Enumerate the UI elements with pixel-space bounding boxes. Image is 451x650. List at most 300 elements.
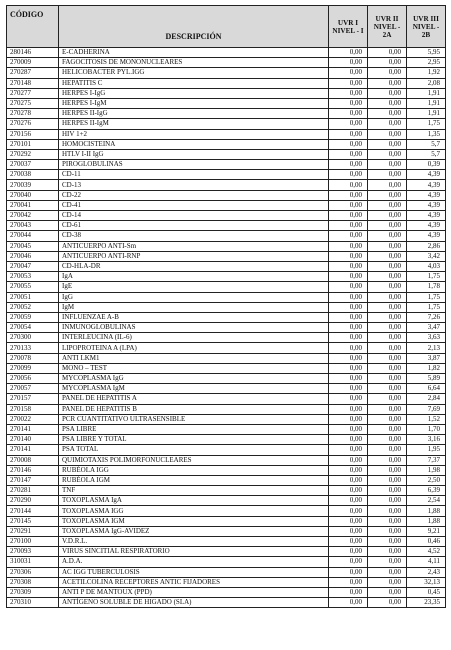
row-uvr-1: 0,00: [329, 486, 368, 496]
row-uvr-3: 6,64: [407, 384, 446, 394]
row-description: ANTICUERPO ANTI-Sm: [59, 241, 329, 251]
row-uvr-2: 0,00: [368, 526, 407, 536]
table-row: [7, 211, 446, 221]
row-uvr-2: 0,00: [368, 231, 407, 241]
row-uvr-3: 1,82: [407, 363, 446, 373]
row-uvr-1: 0,00: [329, 435, 368, 445]
row-uvr-1: 0,00: [329, 455, 368, 465]
row-uvr-2: 0,00: [368, 170, 407, 180]
table-header-row: [7, 6, 446, 48]
row-uvr-2: 0,00: [368, 180, 407, 190]
row-uvr-1: 0,00: [329, 139, 368, 149]
table-row: [7, 68, 446, 78]
row-uvr-1: 0,00: [329, 78, 368, 88]
row-uvr-3: 1,75: [407, 292, 446, 302]
row-code: 270287: [7, 68, 59, 78]
row-uvr-2: 0,00: [368, 272, 407, 282]
row-code: 270040: [7, 190, 59, 200]
row-code: 270300: [7, 333, 59, 343]
row-uvr-3: 5,7: [407, 139, 446, 149]
row-uvr-3: 4,39: [407, 200, 446, 210]
row-description: ANTICUERPO ANTI-RNP: [59, 251, 329, 261]
row-description: ANTÍGENO SOLUBLE DE HIGADO (SLA): [59, 598, 329, 608]
row-uvr-2: 0,00: [368, 374, 407, 384]
row-uvr-1: 0,00: [329, 547, 368, 557]
table-row: [7, 139, 446, 149]
row-uvr-1: 0,00: [329, 282, 368, 292]
row-uvr-2: 0,00: [368, 211, 407, 221]
row-code: 310031: [7, 557, 59, 567]
table-row: [7, 424, 446, 434]
row-code: 270054: [7, 323, 59, 333]
row-uvr-3: 4,11: [407, 557, 446, 567]
row-uvr-3: 2,54: [407, 496, 446, 506]
row-description: PANEL DE HEPATITIS B: [59, 404, 329, 414]
row-uvr-3: 2,43: [407, 567, 446, 577]
row-uvr-1: 0,00: [329, 251, 368, 261]
table-row: [7, 394, 446, 404]
table-row: [7, 506, 446, 516]
table-row: [7, 312, 446, 322]
row-uvr-1: 0,00: [329, 292, 368, 302]
row-uvr-1: 0,00: [329, 68, 368, 78]
row-uvr-1: 0,00: [329, 48, 368, 58]
row-uvr-3: 7,69: [407, 404, 446, 414]
row-code: 270290: [7, 496, 59, 506]
row-code: 270041: [7, 200, 59, 210]
row-uvr-1: 0,00: [329, 404, 368, 414]
row-description: INFLUENZAE A-B: [59, 312, 329, 322]
table-row: [7, 170, 446, 180]
row-uvr-2: 0,00: [368, 384, 407, 394]
row-uvr-3: 2,95: [407, 58, 446, 68]
row-uvr-2: 0,00: [368, 547, 407, 557]
row-description: PCR CUANTITATIVO ULTRASENSIBLE: [59, 414, 329, 424]
row-uvr-3: 1,98: [407, 465, 446, 475]
row-description: ACETILCOLINA RECEPTORES ANTIC FIJADORES: [59, 577, 329, 587]
row-uvr-3: 1,35: [407, 129, 446, 139]
row-uvr-2: 0,00: [368, 557, 407, 567]
row-uvr-1: 0,00: [329, 88, 368, 98]
row-uvr-2: 0,00: [368, 475, 407, 485]
row-description: CD-61: [59, 221, 329, 231]
row-uvr-3: 0,46: [407, 537, 446, 547]
row-uvr-1: 0,00: [329, 475, 368, 485]
table-row: [7, 547, 446, 557]
row-uvr-3: 4,39: [407, 221, 446, 231]
row-uvr-1: 0,00: [329, 537, 368, 547]
row-uvr-3: 1,70: [407, 424, 446, 434]
row-description: IgG: [59, 292, 329, 302]
row-code: 270100: [7, 537, 59, 547]
row-description: MYCOPLASMA IgG: [59, 374, 329, 384]
row-uvr-3: 1,88: [407, 516, 446, 526]
row-uvr-3: 5,89: [407, 374, 446, 384]
row-uvr-2: 0,00: [368, 363, 407, 373]
row-code: 270047: [7, 261, 59, 271]
row-uvr-2: 0,00: [368, 496, 407, 506]
row-description: MONO – TEST: [59, 363, 329, 373]
table-row: [7, 577, 446, 587]
table-row: [7, 129, 446, 139]
row-uvr-2: 0,00: [368, 282, 407, 292]
row-code: 270146: [7, 465, 59, 475]
table-row: [7, 251, 446, 261]
row-uvr-1: 0,00: [329, 465, 368, 475]
row-uvr-2: 0,00: [368, 333, 407, 343]
row-description: RUBÉOLA IGG: [59, 465, 329, 475]
table-row: [7, 302, 446, 312]
row-uvr-2: 0,00: [368, 567, 407, 577]
row-uvr-2: 0,00: [368, 424, 407, 434]
row-code: 270278: [7, 109, 59, 119]
row-description: HERPES I-IgM: [59, 98, 329, 108]
row-uvr-2: 0,00: [368, 598, 407, 608]
row-uvr-1: 0,00: [329, 333, 368, 343]
row-uvr-1: 0,00: [329, 231, 368, 241]
row-code: 270051: [7, 292, 59, 302]
row-code: 270277: [7, 88, 59, 98]
row-code: 270101: [7, 139, 59, 149]
row-uvr-2: 0,00: [368, 537, 407, 547]
row-code: 270039: [7, 180, 59, 190]
row-code: 270055: [7, 282, 59, 292]
row-uvr-1: 0,00: [329, 129, 368, 139]
table-row: [7, 475, 446, 485]
table-row: [7, 261, 446, 271]
row-code: 270037: [7, 160, 59, 170]
row-code: 270158: [7, 404, 59, 414]
table-row: [7, 200, 446, 210]
row-uvr-1: 0,00: [329, 119, 368, 129]
row-description: INMUNOGLOBULINAS: [59, 323, 329, 333]
row-code: 270141: [7, 445, 59, 455]
row-code: 270309: [7, 587, 59, 597]
row-uvr-3: 2,84: [407, 394, 446, 404]
row-description: V.D.R.L.: [59, 537, 329, 547]
row-uvr-2: 0,00: [368, 516, 407, 526]
row-uvr-2: 0,00: [368, 343, 407, 353]
row-uvr-1: 0,00: [329, 557, 368, 567]
row-uvr-2: 0,00: [368, 587, 407, 597]
row-uvr-2: 0,00: [368, 465, 407, 475]
row-uvr-1: 0,00: [329, 221, 368, 231]
row-uvr-3: 1,91: [407, 88, 446, 98]
row-description: VIRUS SINCITIAL RESPIRATORIO: [59, 547, 329, 557]
row-description: TOXOPLASMA IGG: [59, 506, 329, 516]
row-uvr-3: 1,91: [407, 98, 446, 108]
row-uvr-2: 0,00: [368, 486, 407, 496]
row-description: IgA: [59, 272, 329, 282]
row-uvr-1: 0,00: [329, 200, 368, 210]
row-description: AC IGG TUBERCULOSIS: [59, 567, 329, 577]
row-description: HTLV I-II IgG: [59, 149, 329, 159]
header-descripcion: DESCRIPCIÓN: [59, 6, 329, 48]
row-description: CD-11: [59, 170, 329, 180]
row-uvr-3: 4,39: [407, 231, 446, 241]
table-row: [7, 48, 446, 58]
row-uvr-2: 0,00: [368, 109, 407, 119]
table-row: [7, 333, 446, 343]
row-uvr-3: 3,47: [407, 323, 446, 333]
row-uvr-2: 0,00: [368, 129, 407, 139]
row-uvr-3: 32,13: [407, 577, 446, 587]
row-code: 270144: [7, 506, 59, 516]
row-description: RUBÉOLA IGM: [59, 475, 329, 485]
row-uvr-2: 0,00: [368, 506, 407, 516]
row-code: 270043: [7, 221, 59, 231]
row-description: CD-HLA-DR: [59, 261, 329, 271]
row-description: CD-14: [59, 211, 329, 221]
row-uvr-3: 4,52: [407, 547, 446, 557]
table-row: [7, 465, 446, 475]
row-uvr-3: 3,42: [407, 251, 446, 261]
row-uvr-3: 5,95: [407, 48, 446, 58]
row-description: HERPES II-IgG: [59, 109, 329, 119]
row-uvr-1: 0,00: [329, 374, 368, 384]
row-uvr-1: 0,00: [329, 598, 368, 608]
table-row: [7, 221, 446, 231]
row-code: 270022: [7, 414, 59, 424]
row-uvr-3: 3,87: [407, 353, 446, 363]
row-uvr-2: 0,00: [368, 251, 407, 261]
row-uvr-2: 0,00: [368, 394, 407, 404]
table-row: [7, 231, 446, 241]
row-uvr-3: 4,03: [407, 261, 446, 271]
row-description: HIV 1+2: [59, 129, 329, 139]
row-description: IgE: [59, 282, 329, 292]
row-code: 270276: [7, 119, 59, 129]
row-uvr-3: 4,39: [407, 170, 446, 180]
row-code: 270056: [7, 374, 59, 384]
row-uvr-2: 0,00: [368, 58, 407, 68]
row-code: 270148: [7, 78, 59, 88]
row-uvr-3: 7,26: [407, 312, 446, 322]
row-description: PANEL DE HEPATITIS A: [59, 394, 329, 404]
row-uvr-1: 0,00: [329, 272, 368, 282]
table-row: [7, 445, 446, 455]
row-uvr-2: 0,00: [368, 414, 407, 424]
row-uvr-3: 1,95: [407, 445, 446, 455]
row-description: TOXOPLASMA IGM: [59, 516, 329, 526]
row-uvr-3: 2,13: [407, 343, 446, 353]
row-uvr-2: 0,00: [368, 445, 407, 455]
row-code: 270046: [7, 251, 59, 261]
row-description: CD-22: [59, 190, 329, 200]
table-row: [7, 88, 446, 98]
table-row: [7, 516, 446, 526]
row-uvr-2: 0,00: [368, 98, 407, 108]
row-uvr-1: 0,00: [329, 302, 368, 312]
table-row: [7, 587, 446, 597]
row-description: FAGOCITOSIS DE MONONUCLEARES: [59, 58, 329, 68]
row-uvr-1: 0,00: [329, 261, 368, 271]
row-uvr-2: 0,00: [368, 200, 407, 210]
row-description: PSA LIBRE: [59, 424, 329, 434]
table-row: [7, 353, 446, 363]
table-row: [7, 78, 446, 88]
row-description: HELICOBACTER PYL.IGG: [59, 68, 329, 78]
row-uvr-1: 0,00: [329, 577, 368, 587]
row-uvr-3: 1,52: [407, 414, 446, 424]
table-row: [7, 343, 446, 353]
table-row: [7, 404, 446, 414]
row-code: 270156: [7, 129, 59, 139]
table-row: [7, 190, 446, 200]
row-uvr-3: 1,91: [407, 109, 446, 119]
table-row: [7, 160, 446, 170]
table-row: [7, 282, 446, 292]
row-uvr-3: 1,88: [407, 506, 446, 516]
row-code: 270044: [7, 231, 59, 241]
row-code: 270140: [7, 435, 59, 445]
row-description: ANTI P DE MANTOUX (PPD): [59, 587, 329, 597]
row-description: CD-41: [59, 200, 329, 210]
row-description: CD-38: [59, 231, 329, 241]
row-uvr-3: 0,39: [407, 160, 446, 170]
row-code: 270281: [7, 486, 59, 496]
row-uvr-3: 1,75: [407, 119, 446, 129]
table-row: [7, 496, 446, 506]
row-uvr-1: 0,00: [329, 149, 368, 159]
row-code: 270053: [7, 272, 59, 282]
row-description: E-CADHERINA: [59, 48, 329, 58]
row-description: PIROGLOBULINAS: [59, 160, 329, 170]
table-row: [7, 455, 446, 465]
row-code: 270009: [7, 58, 59, 68]
row-uvr-3: 1,75: [407, 272, 446, 282]
row-description: TNF: [59, 486, 329, 496]
row-uvr-1: 0,00: [329, 526, 368, 536]
row-uvr-1: 0,00: [329, 384, 368, 394]
row-code: 270008: [7, 455, 59, 465]
row-uvr-1: 0,00: [329, 414, 368, 424]
row-uvr-2: 0,00: [368, 160, 407, 170]
row-code: 270093: [7, 547, 59, 557]
row-code: 270310: [7, 598, 59, 608]
row-description: TOXOPLASMA IgA: [59, 496, 329, 506]
row-uvr-1: 0,00: [329, 170, 368, 180]
row-uvr-2: 0,00: [368, 577, 407, 587]
row-uvr-1: 0,00: [329, 58, 368, 68]
row-uvr-2: 0,00: [368, 68, 407, 78]
row-code: 270045: [7, 241, 59, 251]
row-uvr-1: 0,00: [329, 394, 368, 404]
row-uvr-1: 0,00: [329, 211, 368, 221]
row-uvr-3: 1,78: [407, 282, 446, 292]
row-uvr-3: 3,63: [407, 333, 446, 343]
row-code: 270059: [7, 312, 59, 322]
row-description: A.D.A.: [59, 557, 329, 567]
table-row: [7, 109, 446, 119]
row-uvr-2: 0,00: [368, 302, 407, 312]
row-description: HERPES I-IgG: [59, 88, 329, 98]
row-uvr-1: 0,00: [329, 98, 368, 108]
row-uvr-1: 0,00: [329, 323, 368, 333]
row-uvr-3: 0,45: [407, 587, 446, 597]
row-uvr-3: 2,08: [407, 78, 446, 88]
table-row: [7, 149, 446, 159]
table-row: [7, 526, 446, 536]
row-description: INTERLEUCINA (IL-6): [59, 333, 329, 343]
row-uvr-1: 0,00: [329, 567, 368, 577]
row-description: CD-13: [59, 180, 329, 190]
row-description: HERPES II-IgM: [59, 119, 329, 129]
row-uvr-1: 0,00: [329, 496, 368, 506]
row-uvr-2: 0,00: [368, 88, 407, 98]
row-uvr-1: 0,00: [329, 445, 368, 455]
row-uvr-1: 0,00: [329, 363, 368, 373]
row-description: HEPATITIS C: [59, 78, 329, 88]
row-uvr-2: 0,00: [368, 190, 407, 200]
table-row: [7, 435, 446, 445]
row-uvr-2: 0,00: [368, 435, 407, 445]
table-row: [7, 98, 446, 108]
row-uvr-3: 4,39: [407, 211, 446, 221]
row-code: 270275: [7, 98, 59, 108]
table-row: [7, 272, 446, 282]
row-uvr-3: 23,35: [407, 598, 446, 608]
row-uvr-2: 0,00: [368, 139, 407, 149]
row-code: 270052: [7, 302, 59, 312]
table-row: [7, 557, 446, 567]
row-code: 270292: [7, 149, 59, 159]
row-uvr-2: 0,00: [368, 149, 407, 159]
row-code: 270038: [7, 170, 59, 180]
header-codigo: CÓDIGO: [7, 6, 59, 48]
table-row: [7, 537, 446, 547]
table-row: [7, 58, 446, 68]
row-uvr-1: 0,00: [329, 312, 368, 322]
row-uvr-3: 9,21: [407, 526, 446, 536]
table-row: [7, 384, 446, 394]
row-code: 280146: [7, 48, 59, 58]
row-code: 270099: [7, 363, 59, 373]
row-code: 270042: [7, 211, 59, 221]
row-uvr-3: 2,50: [407, 475, 446, 485]
row-uvr-3: 7,37: [407, 455, 446, 465]
row-uvr-1: 0,00: [329, 160, 368, 170]
row-uvr-2: 0,00: [368, 292, 407, 302]
row-code: 270141: [7, 424, 59, 434]
row-uvr-1: 0,00: [329, 424, 368, 434]
row-uvr-2: 0,00: [368, 221, 407, 231]
row-uvr-2: 0,00: [368, 119, 407, 129]
row-code: 270078: [7, 353, 59, 363]
row-description: LIPOPROTEINA A (LPA): [59, 343, 329, 353]
table-row: [7, 323, 446, 333]
row-code: 270306: [7, 567, 59, 577]
table-row: [7, 292, 446, 302]
table-row: [7, 486, 446, 496]
row-code: 270133: [7, 343, 59, 353]
row-uvr-3: 4,39: [407, 190, 446, 200]
row-uvr-1: 0,00: [329, 516, 368, 526]
row-description: HOMOCISTEINA: [59, 139, 329, 149]
row-code: 270145: [7, 516, 59, 526]
header-uvr-3: UVR III NIVEL - 2B: [407, 6, 446, 48]
row-uvr-2: 0,00: [368, 241, 407, 251]
table-body: [7, 48, 446, 608]
row-description: IgM: [59, 302, 329, 312]
row-description: TOXOPLASMA IgG-AVIDEZ: [59, 526, 329, 536]
row-uvr-2: 0,00: [368, 48, 407, 58]
table-row: [7, 119, 446, 129]
row-uvr-2: 0,00: [368, 78, 407, 88]
table-row: [7, 241, 446, 251]
header-uvr-2: UVR II NIVEL - 2A: [368, 6, 407, 48]
row-uvr-1: 0,00: [329, 180, 368, 190]
